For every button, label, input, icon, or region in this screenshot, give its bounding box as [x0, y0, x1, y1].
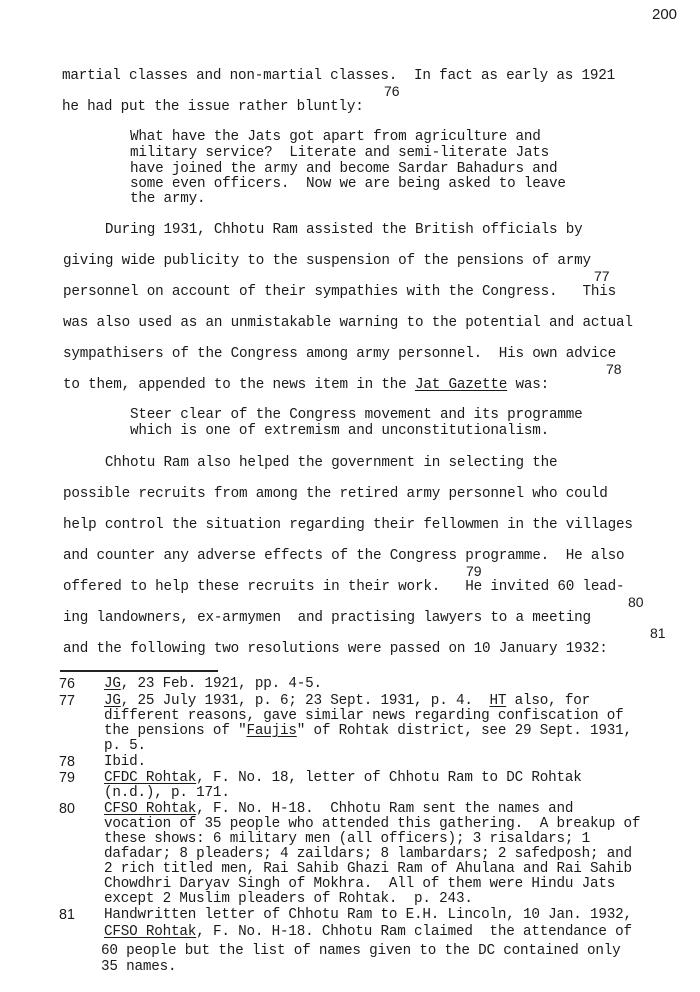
text: was:: [507, 377, 550, 393]
footnote-line: (n.d.), p. 171.: [104, 785, 230, 801]
source-title: CFSO Rohtak: [104, 924, 197, 940]
footnote-ref-80: 80: [628, 594, 644, 610]
footnote-line: Handwritten letter of Chhotu Ram to E.H. Lincoln, 10 Jan. 1932,: [104, 907, 632, 923]
page-number: 200: [652, 6, 678, 23]
text: , F. No. H-18. Chhotu Ram sent the names and: [196, 801, 574, 817]
footnote-number: 79: [59, 770, 75, 786]
footnote-number: 81: [59, 907, 75, 923]
body-line: During 1931, Chhotu Ram assisted the British officials by: [63, 222, 583, 238]
source-title: JG: [104, 693, 121, 709]
body-line: giving wide publicity to the suspension of the pensions of army: [63, 253, 591, 269]
footnote-ref-77: 77: [594, 268, 610, 284]
footnote-ref-78: 78: [606, 361, 622, 377]
footnote-number: 76: [59, 676, 75, 692]
footnote-line: except 2 Muslim pleaders of Rohtak. p. 243.: [104, 891, 473, 907]
footnote-line: vocation of 35 people who attended this gathering. A breakup of: [104, 816, 641, 832]
footnote-ref-76: 76: [384, 83, 400, 99]
footnote-line: Chowdhri Daryav Singh of Mokhra. All of them were Hindu Jats: [104, 876, 616, 892]
text: also, for: [506, 693, 591, 709]
footnote-line: [104, 802, 573, 817]
quote-line: Steer clear of the Congress movement and its programme: [130, 407, 583, 423]
body-line: and counter any adverse effects of the Congress programme. He also: [63, 548, 625, 564]
body-line: Chhotu Ram also helped the government in selecting the: [63, 455, 558, 471]
text: to them, appended to the news item in the: [63, 377, 415, 393]
body-line: [63, 377, 549, 393]
footnote-number: 78: [59, 754, 75, 770]
text: , 23 Feb. 1921, pp. 4-5.: [120, 676, 322, 692]
source-title: CFDC Rohtak: [104, 770, 197, 786]
body-line: and the following two resolutions were passed on 10 January 1932:: [63, 641, 608, 657]
footnote-line: 2 rich titled men, Rai Sahib Ghazi Ram of Ahulana and Rai Sahib: [104, 861, 632, 877]
quote-line: the army.: [130, 191, 206, 207]
body-line: ing landowners, ex-armymen and practising lawyers to a meeting: [63, 610, 591, 626]
footnote-line: 35 names.: [101, 959, 177, 975]
footnote-number: 77: [59, 693, 75, 709]
source-title: JG: [104, 676, 121, 692]
text: the pensions of ": [104, 723, 247, 739]
newspaper-title: Jat Gazette: [414, 377, 508, 393]
footnote-divider: [60, 670, 218, 672]
body-line: he had put the issue rather bluntly:: [62, 99, 364, 115]
footnote-ref-81: 81: [650, 625, 666, 641]
body-line: martial classes and non-martial classes. In fact as early as 1921: [62, 68, 616, 84]
text: " of Rohtak district, see 29 Sept. 1931,: [296, 723, 632, 739]
footnote-line: [104, 925, 632, 940]
quote-line: some even officers. Now we are being asked to leave: [130, 176, 566, 192]
footnote-line: [104, 724, 632, 739]
footnote-line: different reasons, gave similar news regarding confiscation of: [104, 708, 624, 724]
body-line: offered to help these recruits in their work. He invited 60 lead-: [63, 579, 625, 595]
footnote-line: Ibid.: [104, 754, 146, 770]
source-title: CFSO Rohtak: [104, 801, 197, 817]
footnote-line: [104, 694, 590, 709]
quote-line: What have the Jats got apart from agriculture and: [130, 129, 541, 145]
footnote-line: dafadar; 8 pleaders; 4 zaildars; 8 lambardars; 2 safedposh; and: [104, 846, 632, 862]
footnote-line: [104, 771, 582, 786]
quote-line: have joined the army and become Sardar Bahadurs and: [130, 161, 558, 177]
quote-line: which is one of extremism and unconstitutionalism.: [130, 423, 549, 439]
body-line: personnel on account of their sympathies with the Congress. This: [63, 284, 617, 300]
footnote-line: [104, 677, 322, 692]
footnote-line: these shows: 6 military men (all officers); 3 risaldars; 1: [104, 831, 591, 847]
text: , 25 July 1931, p. 6; 23 Sept. 1931, p. 4.: [120, 693, 490, 709]
footnote-number: 80: [59, 801, 75, 817]
source-title: HT: [489, 693, 507, 709]
body-line: possible recruits from among the retired army personnel who could: [63, 486, 608, 502]
quote-line: military service? Literate and semi-literate Jats: [130, 145, 549, 161]
body-line: sympathisers of the Congress among army personnel. His own advice: [63, 346, 617, 362]
text: , F. No. H-18. Chhotu Ram claimed the attendance of: [196, 924, 632, 940]
text: , F. No. 18, letter of Chhotu Ram to DC Rohtak: [196, 770, 582, 786]
footnote-line: p. 5.: [104, 738, 146, 754]
footnote-ref-79: 79: [466, 563, 482, 579]
source-title: Faujis: [246, 723, 297, 739]
body-line: was also used as an unmistakable warning to the potential and actual: [63, 315, 633, 331]
footnote-line: 60 people but the list of names given to the DC contained only: [101, 943, 621, 959]
body-line: help control the situation regarding their fellowmen in the villages: [63, 517, 633, 533]
